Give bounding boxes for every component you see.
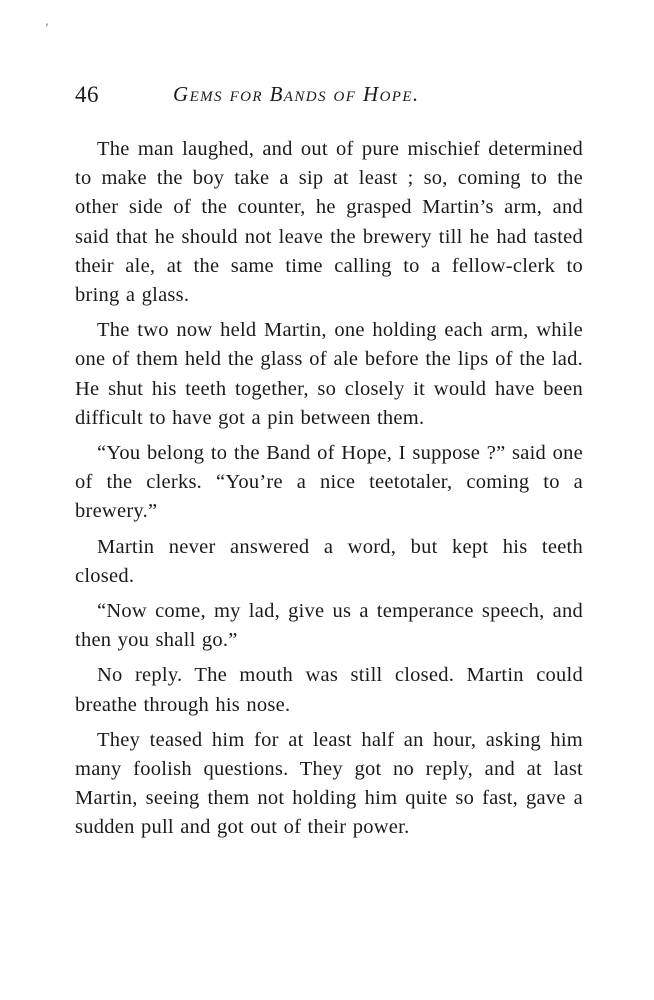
stray-mark: ‚ [45, 14, 49, 28]
paragraph: “Now come, my lad, give us a temperance speech, and then you shall go.” [75, 600, 583, 652]
running-title: Gems for Bands of Hope. [173, 82, 420, 106]
body-text [75, 135, 583, 849]
paragraph: The two now held Martin, one holding each arm, while one of them held the glass of ale before the lips of the lad. He shut his teeth together, so closely it would have been difficult to have got a pin between them. [75, 319, 583, 429]
paragraph: “You belong to the Band of Hope, I suppose ?” said one of the clerks. “You’re a nice teetotaler, coming to a brewery.” [75, 442, 583, 523]
page-header [75, 82, 585, 112]
page-number: 46 [75, 82, 99, 107]
paragraph: Martin never answered a word, but kept his teeth closed. [75, 535, 583, 587]
paragraph: The man laughed, and out of pure mischief determined to make the boy take a sip at least ; so, coming to the other side of the counter, he grasped Martin’s arm, and said that he should not leave the brewery till he had tasted their ale, at the same time calling to a fellow-clerk to bring a glass. [75, 138, 583, 307]
paragraph: They teased him for at least half an hour, asking him many foolish questions. They got no reply, and at last Martin, seeing them not holding him quite so fast, gave a sudden pull and got out of their power. [75, 728, 583, 839]
paragraph: No reply. The mouth was still closed. Martin could breathe through his nose. [75, 664, 583, 716]
